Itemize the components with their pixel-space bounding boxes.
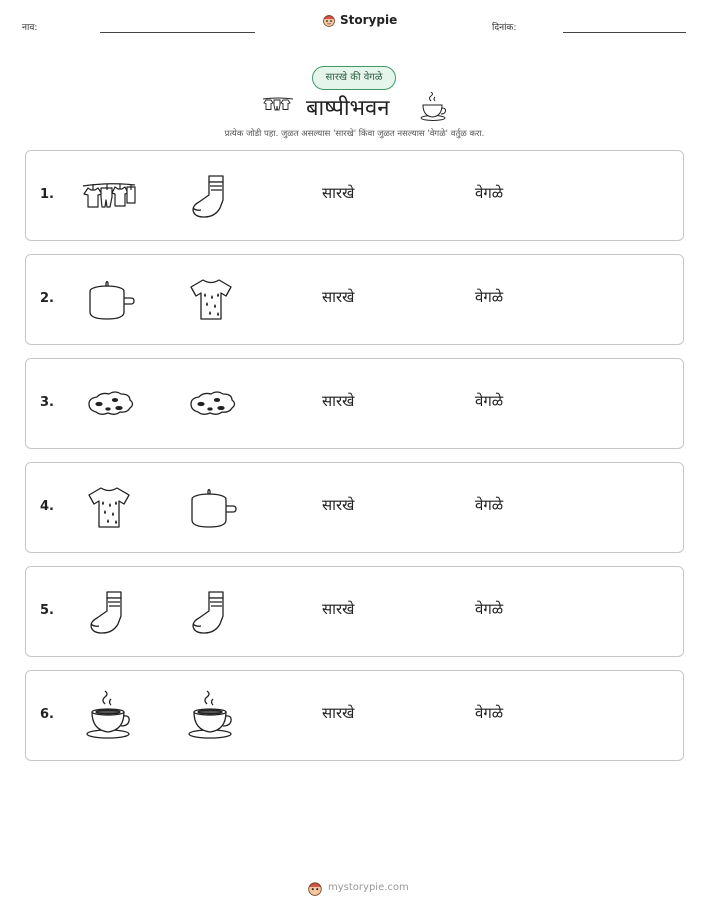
left-picture — [81, 482, 137, 534]
question-number: 5. — [40, 603, 54, 618]
name-label: नाव: — [22, 23, 38, 33]
question-row — [25, 358, 684, 449]
question-number: 6. — [40, 707, 54, 722]
wet-shirt-icon — [81, 482, 137, 534]
pot-icon — [81, 274, 137, 326]
instructions: प्रत्येक जोडी पहा. जुळत असल्यास 'सारखे' किंवा जुळत नसल्यास 'वेगळे' वर्तुळ करा. — [224, 129, 485, 139]
footer — [0, 878, 709, 898]
question-row — [25, 566, 684, 657]
question-number: 1. — [40, 187, 54, 202]
option-different[interactable]: वेगळे — [475, 288, 504, 306]
option-same[interactable]: सारखे — [322, 496, 355, 514]
question-number: 2. — [40, 291, 54, 306]
question-row — [25, 254, 684, 345]
brand-logo — [322, 13, 397, 27]
pot-icon — [183, 482, 239, 534]
left-picture — [81, 274, 137, 326]
option-different[interactable]: वेगळे — [475, 184, 504, 202]
option-same[interactable]: सारखे — [322, 184, 355, 202]
date-line[interactable] — [563, 32, 686, 33]
worksheet-header — [0, 0, 709, 50]
question-number: 3. — [40, 395, 54, 410]
clothesline-icon — [262, 96, 294, 116]
date-label: दिनांक: — [492, 23, 517, 33]
clothesline-icon — [81, 170, 137, 222]
option-same[interactable]: सारखे — [322, 704, 355, 722]
sock-icon — [81, 586, 137, 638]
question-number: 4. — [40, 499, 54, 514]
sock-icon — [183, 170, 239, 222]
question-row — [25, 670, 684, 761]
footer-site-link[interactable]: mystorypie.com — [328, 882, 409, 893]
storypie-mascot-icon — [307, 880, 323, 896]
right-picture — [183, 378, 239, 430]
puddle-icon — [81, 378, 137, 430]
right-picture — [183, 586, 239, 638]
left-picture — [81, 690, 137, 742]
option-different[interactable]: वेगळे — [475, 496, 504, 514]
right-picture — [183, 170, 239, 222]
question-row — [25, 462, 684, 553]
sock-icon — [183, 586, 239, 638]
brand-name: Storypie — [340, 13, 398, 27]
steaming-cup-icon — [183, 690, 239, 742]
left-picture — [81, 378, 137, 430]
storypie-mascot-icon — [322, 13, 336, 27]
puddle-icon — [183, 378, 239, 430]
question-row — [25, 150, 684, 241]
name-line[interactable] — [100, 32, 255, 33]
wet-shirt-icon — [183, 274, 239, 326]
option-different[interactable]: वेगळे — [475, 392, 504, 410]
right-picture — [183, 482, 239, 534]
left-picture — [81, 170, 137, 222]
title-row — [0, 92, 709, 122]
left-picture — [81, 586, 137, 638]
right-picture — [183, 690, 239, 742]
steaming-cup-icon — [418, 92, 448, 126]
page-title: बाष्पीभवन — [306, 96, 390, 121]
steaming-cup-icon — [81, 690, 137, 742]
right-picture — [183, 274, 239, 326]
option-different[interactable]: वेगळे — [475, 600, 504, 618]
option-same[interactable]: सारखे — [322, 288, 355, 306]
option-same[interactable]: सारखे — [322, 600, 355, 618]
activity-type-badge: सारखे की वेगळे — [312, 66, 396, 90]
option-same[interactable]: सारखे — [322, 392, 355, 410]
option-different[interactable]: वेगळे — [475, 704, 504, 722]
